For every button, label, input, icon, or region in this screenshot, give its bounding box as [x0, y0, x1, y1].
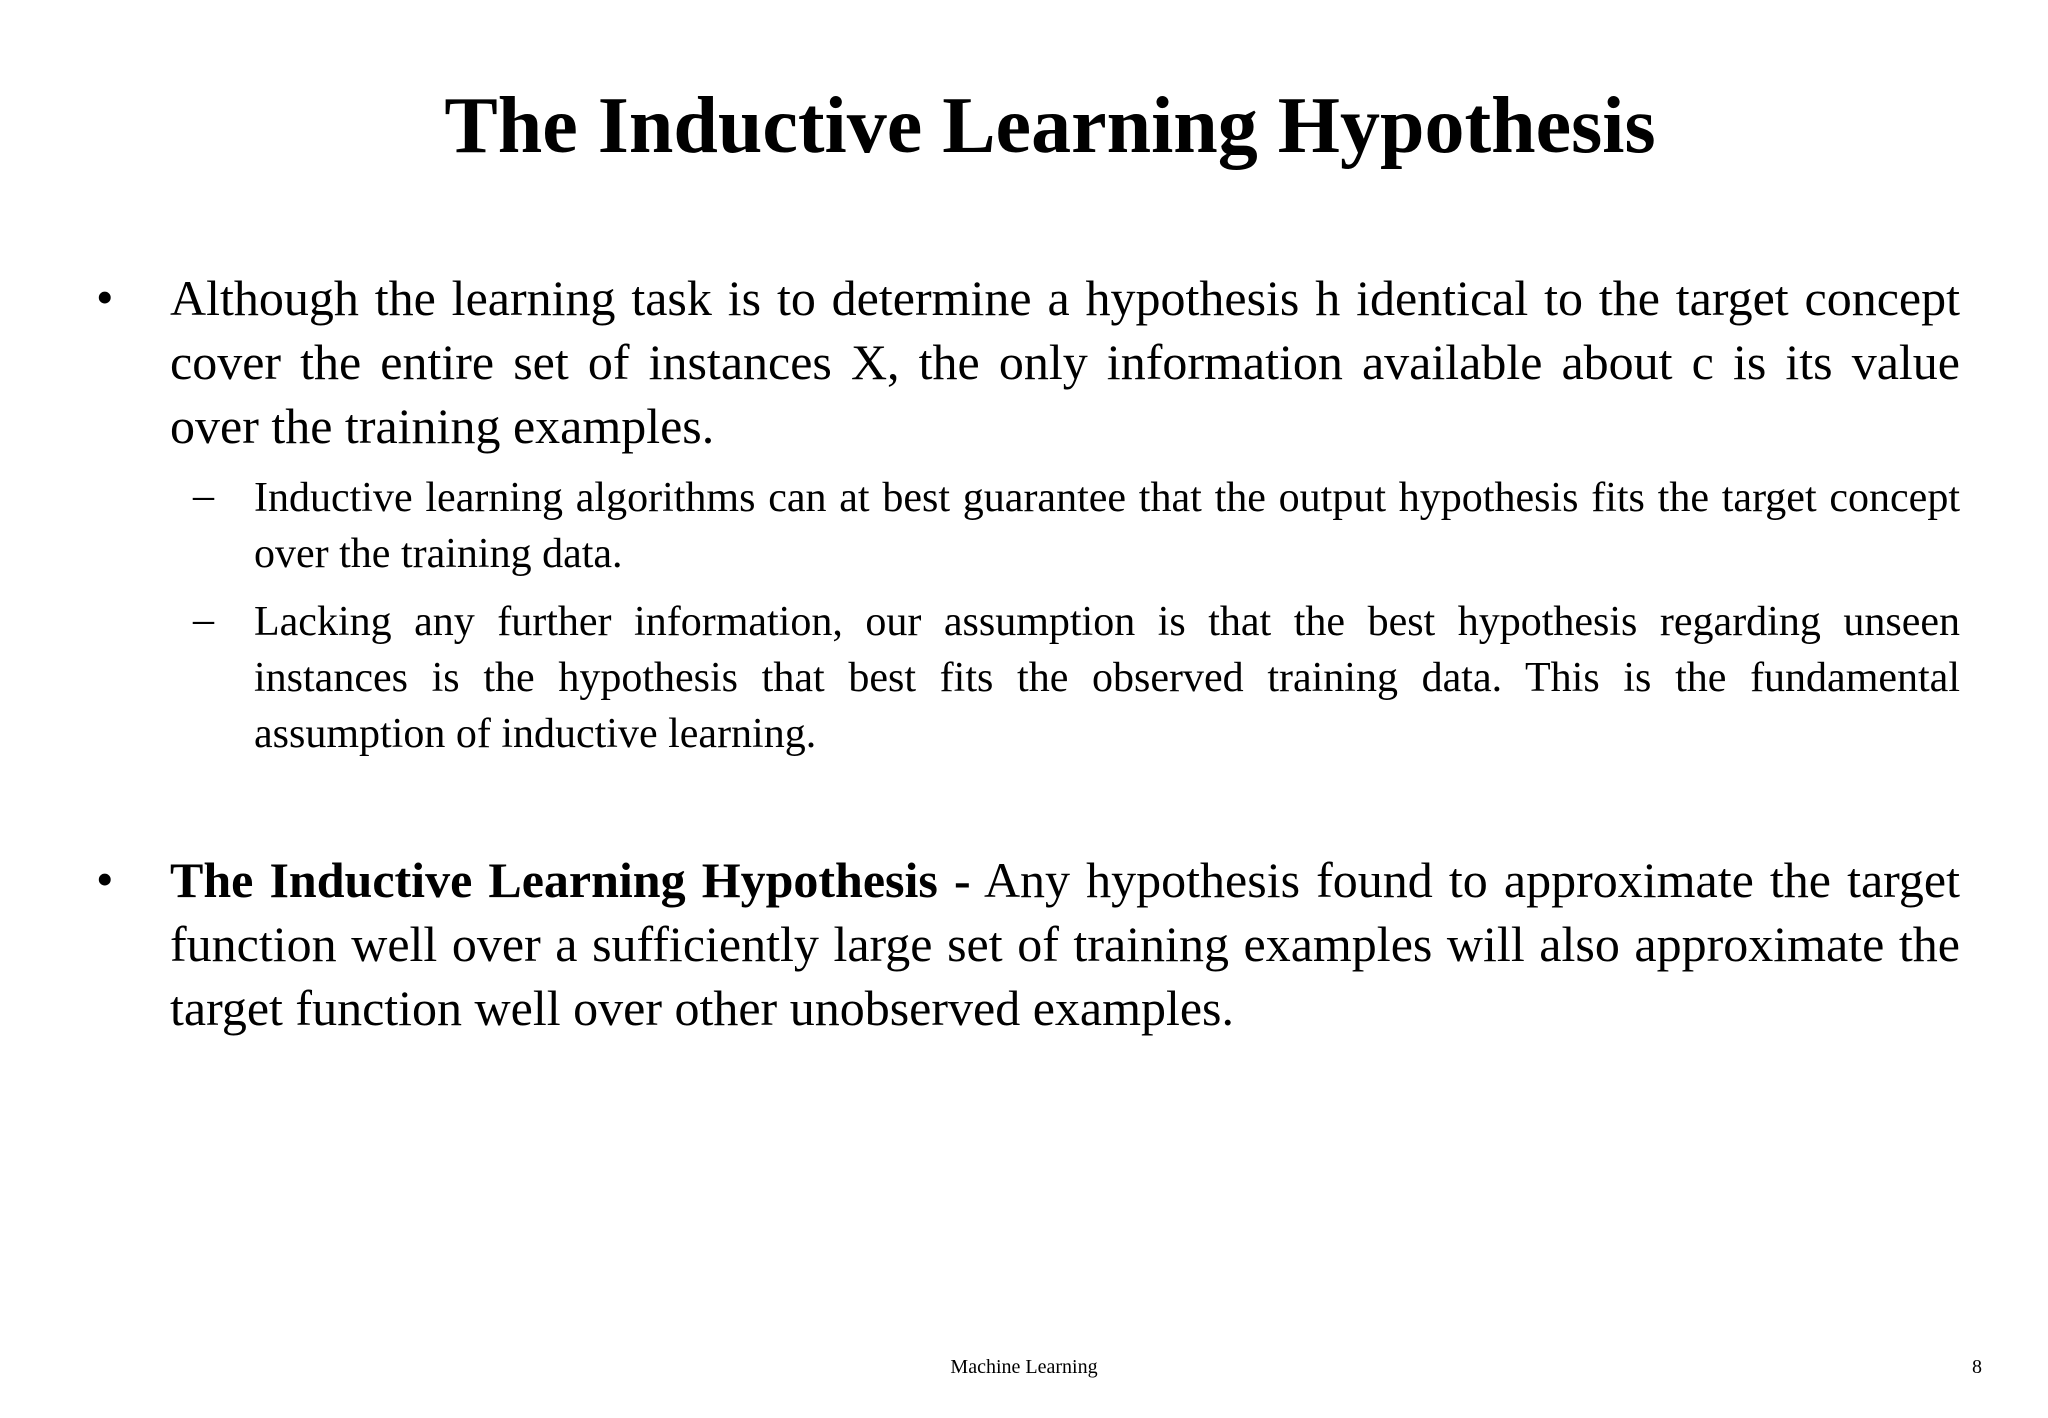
- bullet-2-text: [170, 848, 1960, 1040]
- bullet-2-bold-lead: The Inductive Learning Hypothesis -: [170, 852, 971, 908]
- sub-bullet-2-text: Lacking any further information, our assumption is that the best hypothesis regarding unseen instances is the hypothesis that best fits the observed training data. This is the fundamental assumption of inductive learning.: [254, 599, 1960, 757]
- page-number: 8: [1972, 1356, 1982, 1378]
- bullet-marker-2: •: [96, 851, 114, 907]
- bullet-1-text: Although the learning task is to determine a hypothesis h identical to the target concept cover the entire set of instances X, the only information available about c is its value over the training examples.: [170, 270, 1960, 454]
- bullet-2-body: Any hypothesis found to approximate the target function well over a sufficiently large set of training examples will also approximate the target function well over other unobserved examples.: [170, 852, 1960, 1036]
- bullet-marker-1: •: [96, 269, 114, 325]
- bullet-2: [170, 848, 1960, 1040]
- slide-title: The Inductive Learning Hypothesis: [444, 82, 1656, 170]
- sub-bullet-1-text: Inductive learning algorithms can at best guarantee that the output hypothesis fits the target concept over the training data.: [254, 475, 1960, 577]
- sub-marker-2: –: [193, 597, 214, 643]
- bullet-1: [170, 266, 1960, 458]
- sub-marker-1: –: [193, 473, 214, 519]
- sub-bullet-2: [254, 594, 1960, 762]
- sub-bullet-1: [254, 470, 1960, 582]
- footer-label: Machine Learning: [950, 1356, 1098, 1378]
